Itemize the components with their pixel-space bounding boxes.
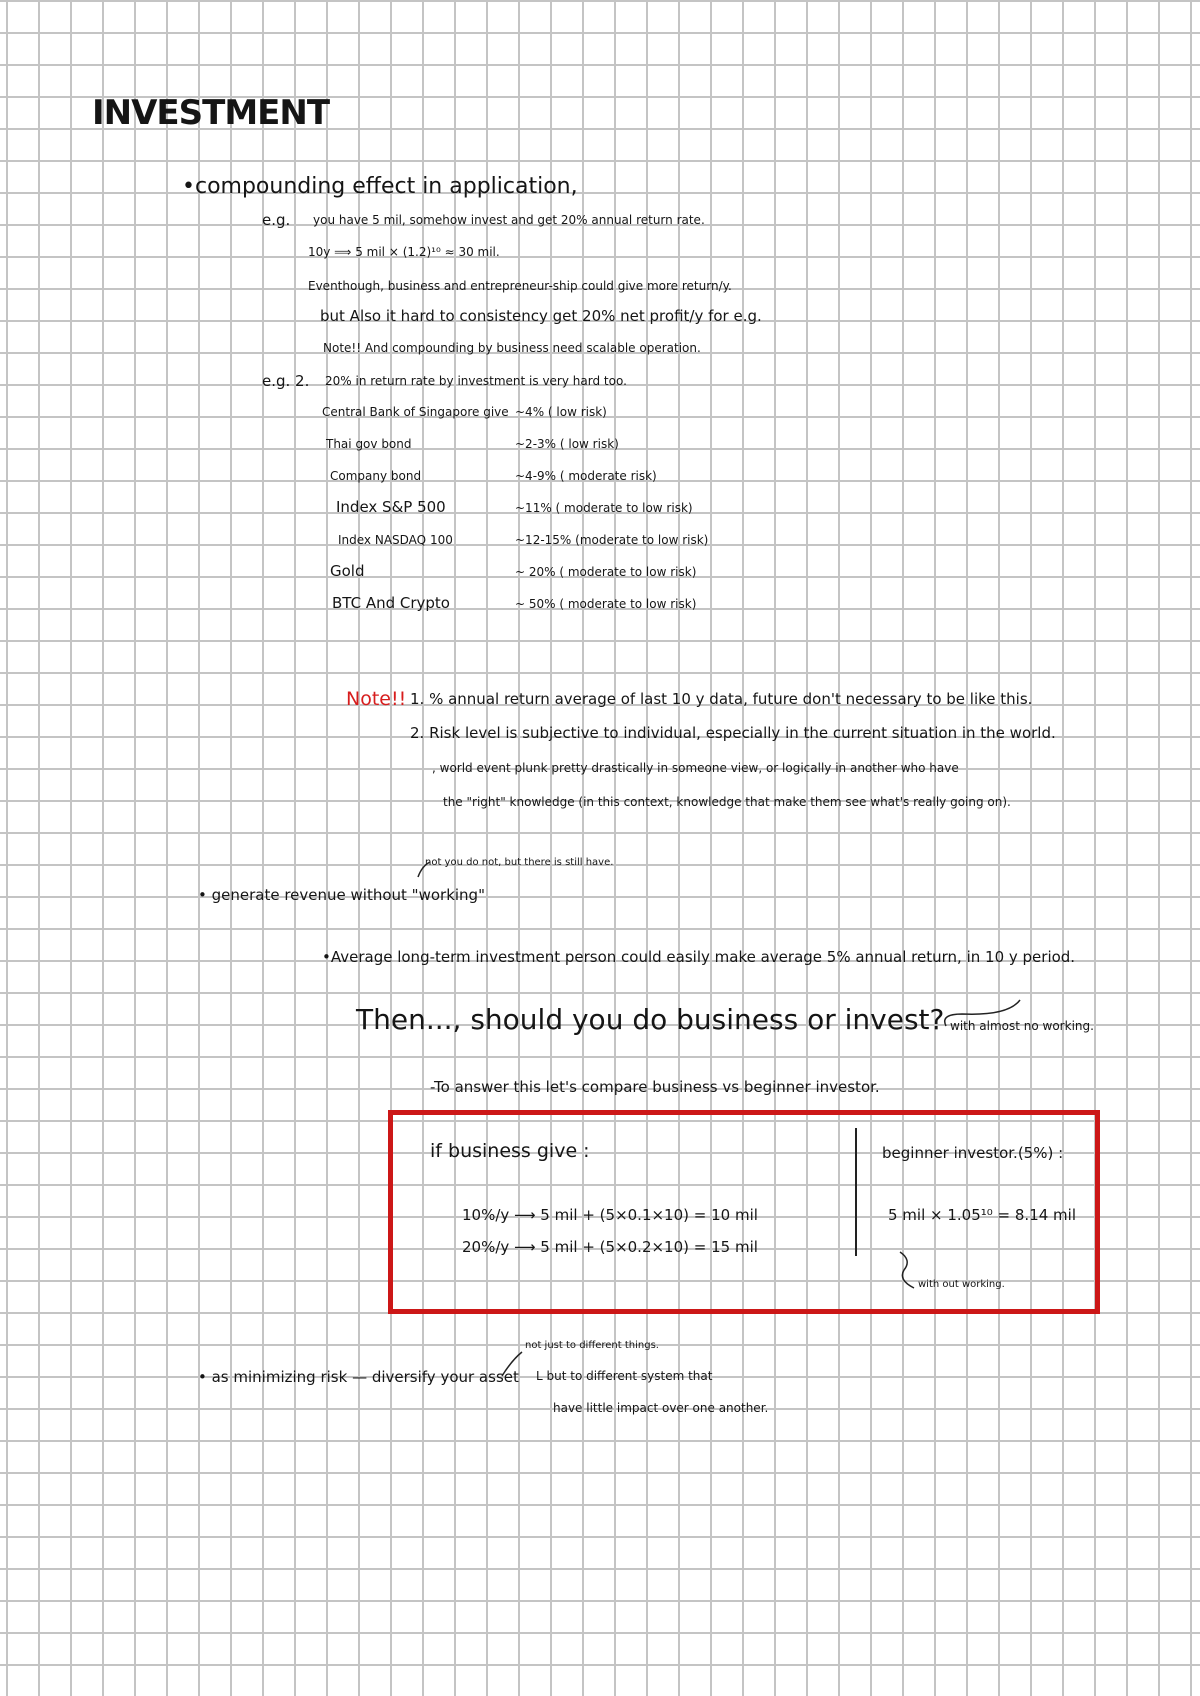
risk-note-1: not just to different things. [525, 1340, 659, 1351]
average-return-line: •Average long-term investment person could easily make average 5% annual return, in 10 y period. [322, 948, 1076, 966]
asset-name: BTC And Crypto [332, 594, 450, 612]
investor-row: 5 mil × 1.05¹⁰ = 8.14 mil [888, 1206, 1077, 1224]
eg1-line4: but Also it hard to consistency get 20% net profit/y for e.g. [320, 307, 762, 325]
eg1-line1: you have 5 mil, somehow invest and get 20% annual return rate. [313, 213, 705, 227]
investor-note: with out working. [918, 1279, 1005, 1290]
compare-line: -To answer this let's compare business vs beginner investor. [430, 1078, 880, 1096]
note-line4: the "right" knowledge (in this context, knowledge that make them see what's really going on). [443, 795, 1011, 809]
business-row-20: 20%/y ⟶ 5 mil + (5×0.2×10) = 15 mil [462, 1238, 758, 1256]
note-line3: , world event plunk pretty drastically in someone view, or logically in another who have [432, 761, 959, 775]
generate-annotation: not you do not, but there is still have. [425, 857, 614, 868]
eg2-line1: 20% in return rate by investment is very hard too. [325, 374, 627, 388]
no-working-annotation: with almost no working. [950, 1019, 1094, 1033]
page-title: INVESTMENT [92, 93, 330, 133]
eg2-label: e.g. 2. [262, 372, 310, 390]
business-or-invest-question: Then..., should you do business or invest? [356, 1003, 945, 1036]
asset-rate: ~ 20% ( moderate to low risk) [515, 565, 697, 579]
asset-rate: ~12-15% (moderate to low risk) [515, 533, 709, 547]
comparison-divider [855, 1128, 857, 1256]
asset-rate: ~2-3% ( low risk) [515, 437, 619, 451]
business-heading: if business give : [430, 1140, 590, 1162]
investor-heading: beginner investor.(5%) : [882, 1144, 1064, 1162]
compounding-heading: •compounding effect in application, [182, 174, 578, 199]
note-line1: 1. % annual return average of last 10 y data, future don't necessary to be like this. [410, 690, 1033, 708]
generate-heading: • generate revenue without "working" [198, 886, 485, 904]
asset-name: Index S&P 500 [336, 498, 446, 516]
asset-rate: ~4% ( low risk) [515, 405, 607, 419]
asset-rate: ~11% ( moderate to low risk) [515, 501, 693, 515]
asset-name: Thai gov bond [326, 437, 412, 451]
business-row-10: 10%/y ⟶ 5 mil + (5×0.1×10) = 10 mil [462, 1206, 758, 1224]
asset-name: Central Bank of Singapore give [322, 405, 509, 419]
risk-note-3: have little impact over one another. [553, 1401, 769, 1415]
asset-name: Company bond [330, 469, 422, 483]
asset-rate: ~4-9% ( moderate risk) [515, 469, 657, 483]
asset-rate: ~ 50% ( moderate to low risk) [515, 597, 697, 611]
eg1-line2: 10y ⟹ 5 mil × (1.2)¹⁰ ≈ 30 mil. [308, 245, 500, 259]
eg1-line5: Note!! And compounding by business need scalable operation. [323, 341, 701, 355]
risk-heading: • as minimizing risk — diversify your asset [198, 1368, 519, 1386]
asset-name: Index NASDAQ 100 [338, 533, 453, 547]
note-label: Note!! [346, 688, 407, 710]
eg1-line3: Eventhough, business and entrepreneur-ship could give more return/y. [308, 279, 732, 293]
risk-note-2: L but to different system that [536, 1369, 713, 1383]
asset-name: Gold [330, 562, 365, 580]
eg1-label: e.g. [262, 211, 291, 229]
note-line2: 2. Risk level is subjective to individual, especially in the current situation in the world. [410, 724, 1056, 742]
